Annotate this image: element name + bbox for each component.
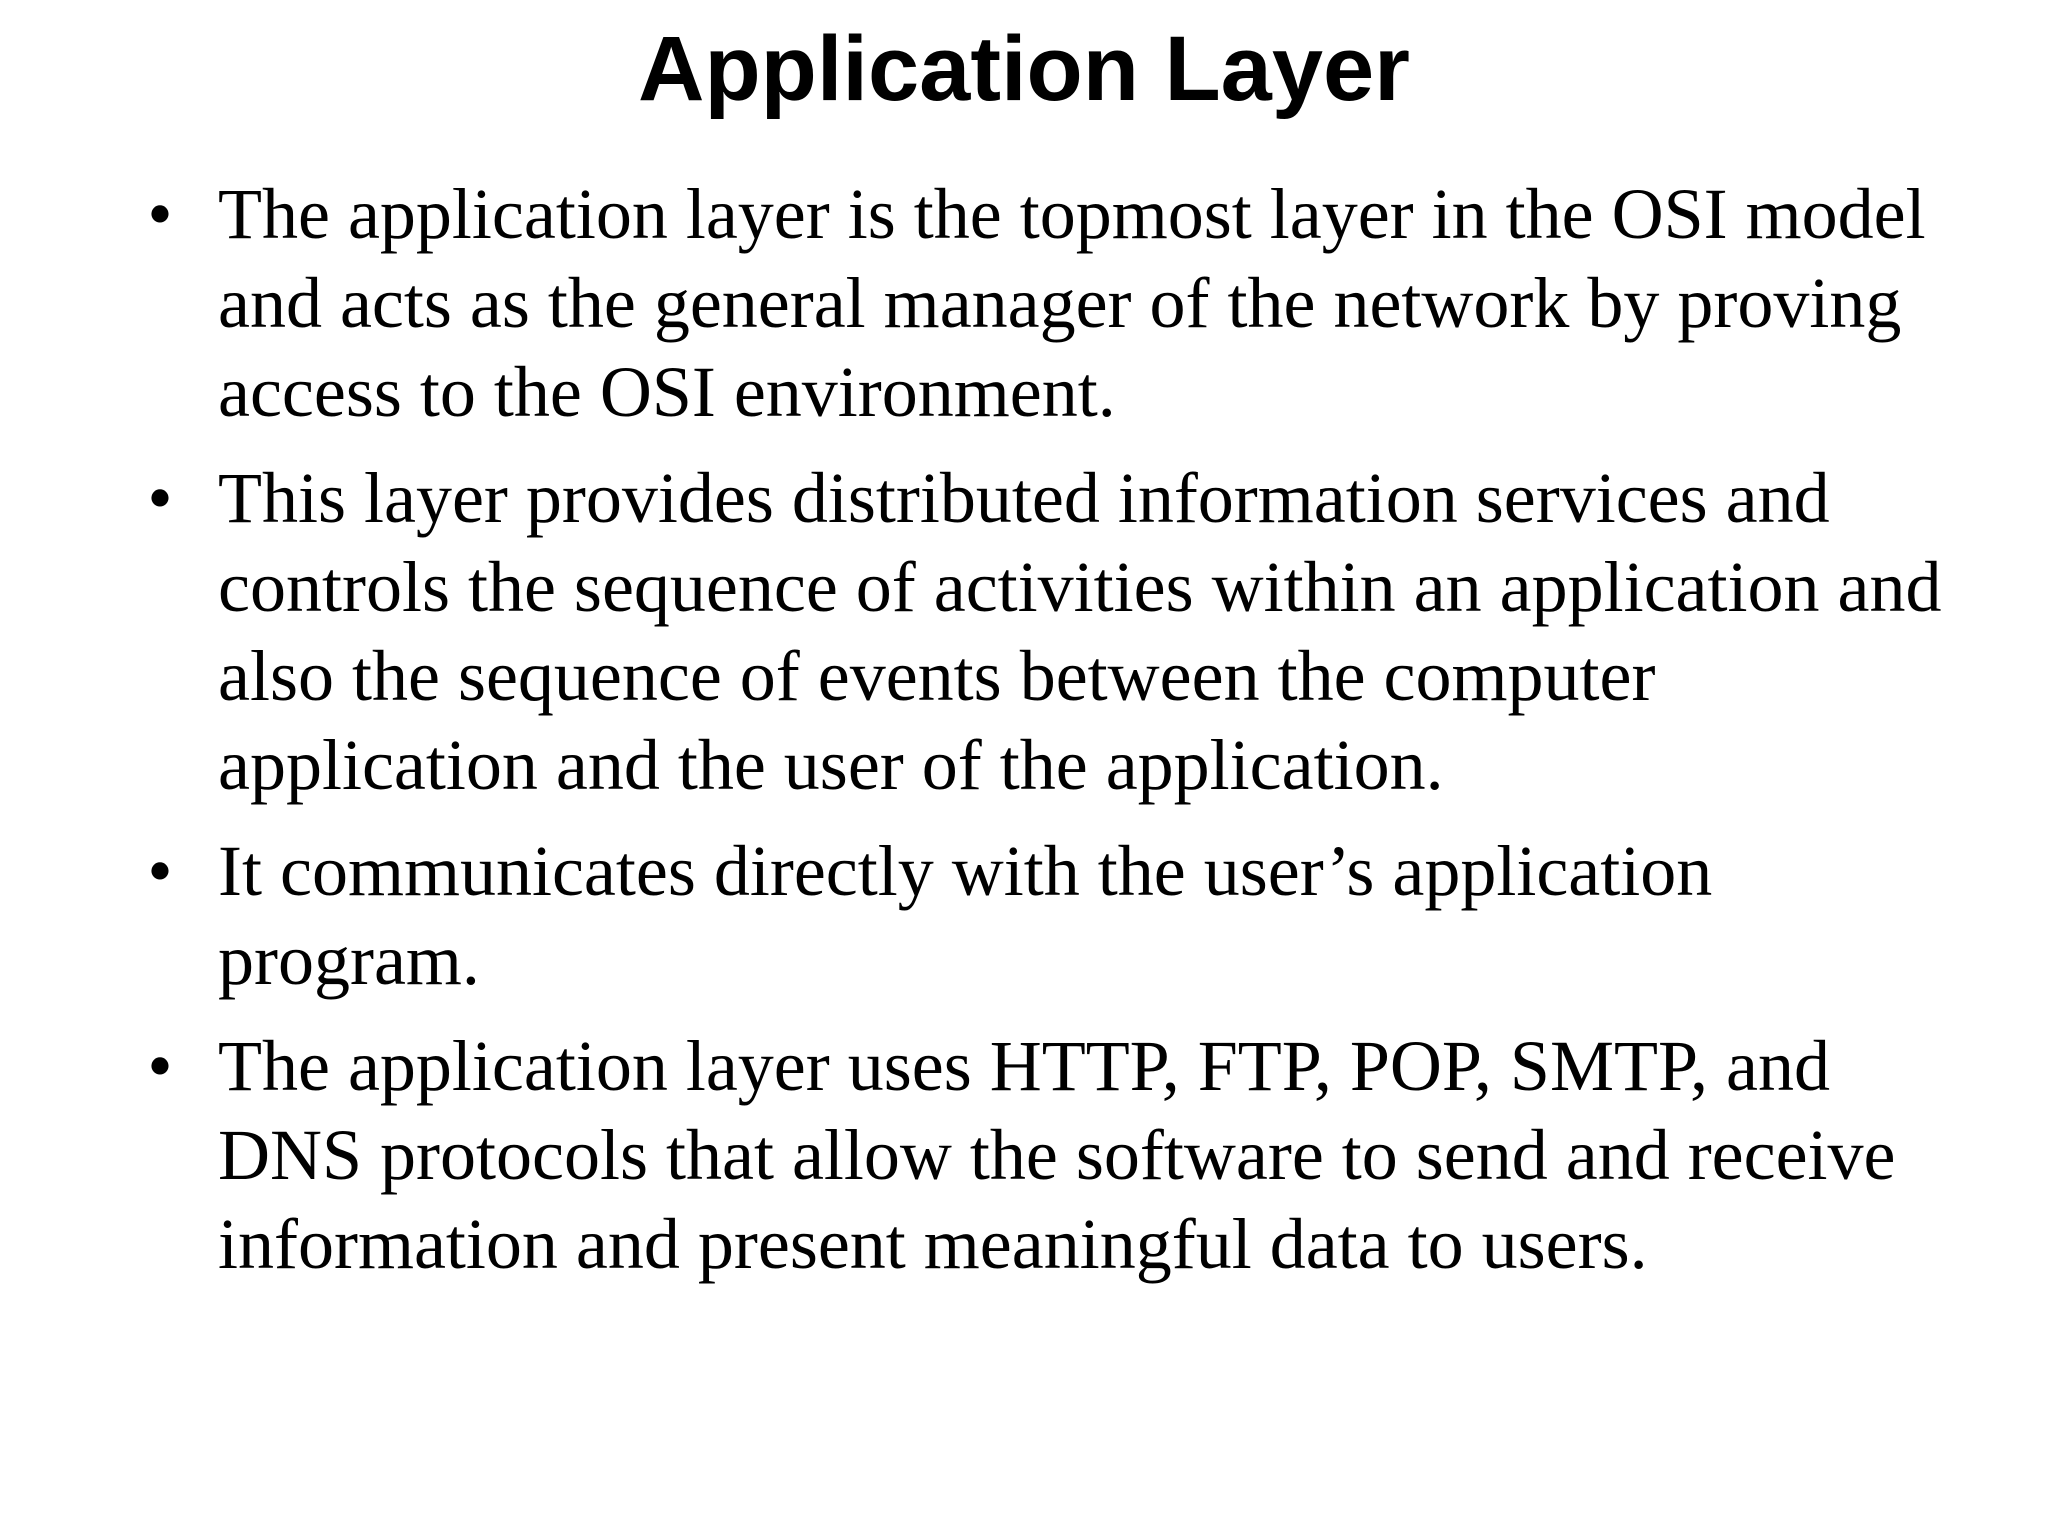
bullet-text-2: This layer provides distributed information services and controls the sequence of activities within an application and also the sequence of events between the computer application and the user of the application. [218,458,1942,805]
bullet-item-2 [147,454,1978,810]
bullet-text-4: The application layer uses HTTP, FTP, POP, SMTP, and DNS protocols that allow the software to send and receive information and present meaningful data to users. [218,1026,1896,1284]
bullet-item-4 [147,1022,1978,1289]
bullet-item-1 [147,170,1978,437]
bullet-list [147,170,1978,1306]
bullet-dot-icon: • [147,1026,173,1106]
bullet-text-3: It communicates directly with the user’s application program. [218,831,1713,1000]
bullet-dot-icon: • [147,831,173,911]
bullet-item-3 [147,827,1978,1005]
bullet-dot-icon: • [147,458,173,538]
slide-title: Application Layer [638,18,1410,120]
bullet-dot-icon: • [147,174,173,254]
bullet-text-1: The application layer is the topmost layer in the OSI model and acts as the general manager of the network by proving access to the OSI environment. [218,174,1926,432]
